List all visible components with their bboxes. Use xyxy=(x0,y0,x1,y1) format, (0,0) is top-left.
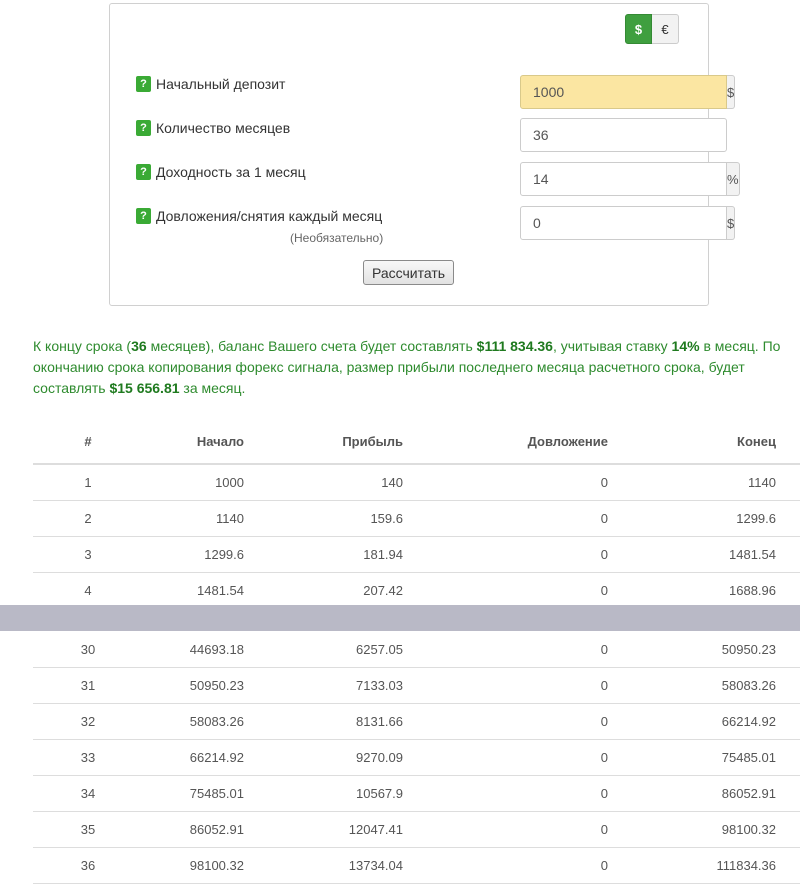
table-cell: 0 xyxy=(600,822,608,837)
table-cell: 86052.91 xyxy=(721,786,776,801)
months-label xyxy=(136,120,290,136)
deposit-input[interactable] xyxy=(520,75,727,109)
months-group xyxy=(520,118,683,152)
header-end: Конец xyxy=(737,434,776,449)
deposit-label xyxy=(136,76,285,92)
table-row xyxy=(33,501,800,537)
topup-group xyxy=(520,206,735,240)
table-row xyxy=(33,668,800,704)
table-row xyxy=(33,573,800,609)
topup-label-text: Довложения/снятия каждый месяц xyxy=(156,208,383,224)
rate-input[interactable] xyxy=(520,162,727,196)
topup-label xyxy=(136,208,382,224)
table-cell: 58083.26 xyxy=(189,714,244,729)
table-row xyxy=(33,812,800,848)
table-row xyxy=(33,848,800,884)
table-cell: 66214.92 xyxy=(189,750,244,765)
topup-unit: $ xyxy=(727,206,735,240)
table-cell: 1481.54 xyxy=(729,547,776,562)
table-row xyxy=(33,465,800,501)
table-cell: 36 xyxy=(80,858,96,873)
table-cell: 1481.54 xyxy=(197,583,244,598)
table-cell: 86052.91 xyxy=(189,822,244,837)
header-topup: Довложение xyxy=(527,434,608,449)
table-cell: 1688.96 xyxy=(729,583,776,598)
eur-button[interactable]: € xyxy=(652,14,679,44)
table-cell: 58083.26 xyxy=(721,678,776,693)
result-part: , учитывая ставку xyxy=(552,338,672,354)
table-cell: 159.6 xyxy=(370,511,403,526)
calculator-panel xyxy=(109,3,739,306)
table-cell: 30 xyxy=(80,642,96,657)
result-part: месяцев), баланс Вашего счета будет составлять xyxy=(146,338,477,354)
rate-group xyxy=(520,162,739,196)
table-cell: 207.42 xyxy=(363,583,403,598)
table-row xyxy=(33,740,800,776)
table-row xyxy=(33,776,800,812)
months-input[interactable] xyxy=(520,118,727,152)
help-icon[interactable]: ? xyxy=(136,164,151,180)
table-cell: 50950.23 xyxy=(189,678,244,693)
table-cell: 32 xyxy=(80,714,96,729)
topup-input[interactable] xyxy=(520,206,727,240)
table-cell: 34 xyxy=(80,786,96,801)
table-cell: 12047.41 xyxy=(348,822,403,837)
table-row xyxy=(33,704,800,740)
table-cell: 44693.18 xyxy=(189,642,244,657)
table-cell: 0 xyxy=(600,678,608,693)
table-cell: 0 xyxy=(600,475,608,490)
table-cell: 0 xyxy=(600,786,608,801)
table-cell: 4 xyxy=(84,583,92,598)
screenshot-gap xyxy=(0,605,800,631)
table-cell: 75485.01 xyxy=(721,750,776,765)
deposit-unit: $ xyxy=(727,75,735,109)
header-start: Начало xyxy=(196,434,244,449)
table-cell: 0 xyxy=(600,547,608,562)
table-cell: 8131.66 xyxy=(356,714,403,729)
table-cell: 98100.32 xyxy=(189,858,244,873)
table-cell: 1000 xyxy=(215,475,244,490)
table-cell: 1 xyxy=(84,475,92,490)
table-cell: 140 xyxy=(381,475,403,490)
help-icon[interactable]: ? xyxy=(136,76,151,92)
table-cell: 7133.03 xyxy=(356,678,403,693)
table-cell: 111834.36 xyxy=(716,858,776,873)
table-cell: 31 xyxy=(80,678,96,693)
result-rate: 14% xyxy=(671,338,700,354)
rate-label xyxy=(136,164,306,180)
table-row xyxy=(33,537,800,573)
rate-label-text: Доходность за 1 месяц xyxy=(156,164,306,180)
optional-note: (Необязательно) xyxy=(290,231,384,245)
result-balance: $111 834.36 xyxy=(476,338,553,354)
table-cell: 1299.6 xyxy=(204,547,244,562)
table-cell: 98100.32 xyxy=(721,822,776,837)
table-cell: 13734.04 xyxy=(348,858,403,873)
table-cell: 1140 xyxy=(748,475,776,490)
result-part: К концу срока ( xyxy=(33,338,132,354)
table-cell: 6257.05 xyxy=(356,642,403,657)
table-cell: 0 xyxy=(600,750,608,765)
help-icon[interactable]: ? xyxy=(136,208,151,224)
table-cell: 0 xyxy=(600,714,608,729)
table-cell: 66214.92 xyxy=(721,714,776,729)
table-cell: 0 xyxy=(600,642,608,657)
calculate-button[interactable]: Рассчитать xyxy=(363,260,454,285)
table-cell: 33 xyxy=(80,750,96,765)
table-cell: 35 xyxy=(80,822,96,837)
schedule-table-bottom xyxy=(33,632,800,884)
header-profit: Прибыль xyxy=(342,434,403,449)
header-num: # xyxy=(84,434,92,449)
result-part: в месяц. По окончанию срока копирования форекс сигнала, размер прибыли последнего месяца расчетного срока, будет составлять xyxy=(33,338,781,396)
help-icon[interactable]: ? xyxy=(136,120,151,136)
rate-unit: % xyxy=(727,162,740,196)
usd-button[interactable]: $ xyxy=(625,14,652,44)
table-header xyxy=(33,420,800,465)
table-cell: 75485.01 xyxy=(189,786,244,801)
table-cell: 50950.23 xyxy=(721,642,776,657)
result-last-profit: $15 656.81 xyxy=(109,380,180,396)
schedule-table-top xyxy=(33,420,800,609)
table-row xyxy=(33,632,800,668)
table-cell: 0 xyxy=(600,858,608,873)
table-cell: 1140 xyxy=(216,511,244,526)
table-cell: 2 xyxy=(84,511,92,526)
result-part: за месяц. xyxy=(179,380,246,396)
deposit-group xyxy=(520,75,735,109)
table-cell: 10567.9 xyxy=(356,786,403,801)
result-months: 36 xyxy=(131,338,147,354)
table-cell: 1299.6 xyxy=(736,511,776,526)
table-cell: 0 xyxy=(600,511,608,526)
table-cell: 181.94 xyxy=(363,547,403,562)
result-text xyxy=(33,336,793,399)
table-cell: 0 xyxy=(600,583,608,598)
months-label-text: Количество месяцев xyxy=(156,120,291,136)
currency-toggle xyxy=(625,14,679,44)
table-cell: 3 xyxy=(84,547,92,562)
table-cell: 9270.09 xyxy=(356,750,403,765)
deposit-label-text: Начальный депозит xyxy=(156,76,286,92)
